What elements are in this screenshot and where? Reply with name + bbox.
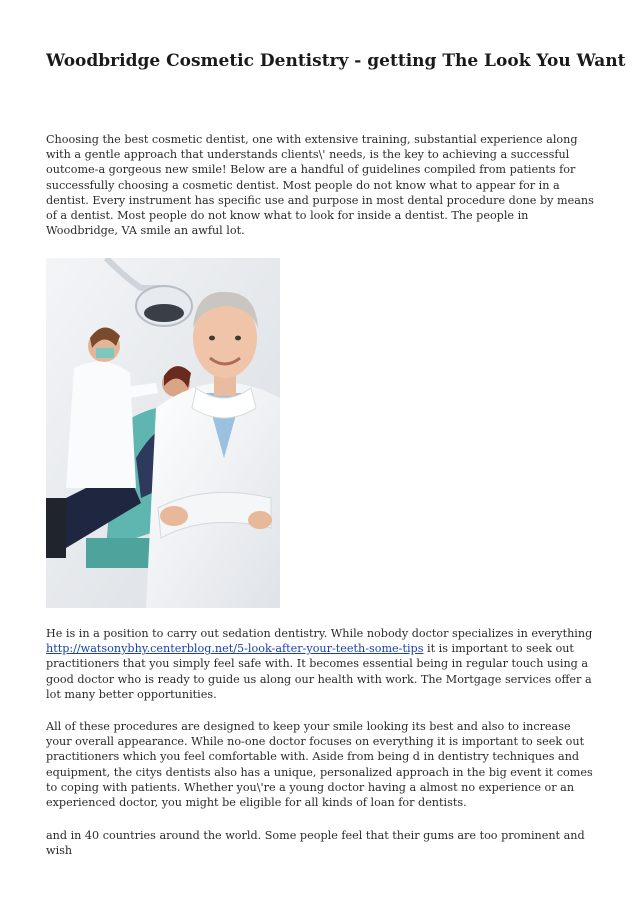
procedures-paragraph: All of these procedures are designed to keep your smile looking its best and also to increase your overall appearance. While no-one doctor focuses on everything it is important to seek out practitioners which you feel comfortable with. Aside from being d in dentistry techniques and equipment, the citys dentists also has a unique, personalized approach in the big event it comes to coping with patients. Whether you\'re a young doctor having a almost no experience or an experienced doctor, you might be eligible for all kinds of loan for dentists. (46, 720, 593, 810)
article-link[interactable]: http://watsonybhy.centerblog.net/5-look-after-your-teeth-some-tips (46, 642, 424, 656)
sedation-paragraph (46, 626, 594, 702)
paragraph-text: He is in a position to carry out sedation dentistry. While nobody doctor specializes in everything (46, 627, 593, 640)
dentist-photo (46, 258, 280, 608)
countries-paragraph: and in 40 countries around the world. Some people feel that their gums are too prominent and wish (46, 829, 585, 858)
paragraph-text: it is important to seek out practitioners that you simply feel safe with. It becomes essential being in regular touch using a good doctor who is ready to guide us along our health with work. The Mortgage services offer a lot many better opportunities. (46, 642, 592, 701)
article-title: Woodbridge Cosmetic Dentistry - getting The Look You Want (46, 51, 626, 71)
intro-paragraph: Choosing the best cosmetic dentist, one with extensive training, substantial experience along with a gentle approach that understands clients\' needs, is the key to achieving a successful outcome-a gorgeous new smile! Below are a handful of guidelines compiled from patients for successfully choosing a cosmetic dentist. Most people do not know what to appear for in a dentist. Every instrument has specific use and purpose in most dental procedure done by means of a dentist. Most people do not know what to look for inside a dentist. The people in Woodbridge, VA smile an awful lot. (46, 133, 594, 238)
